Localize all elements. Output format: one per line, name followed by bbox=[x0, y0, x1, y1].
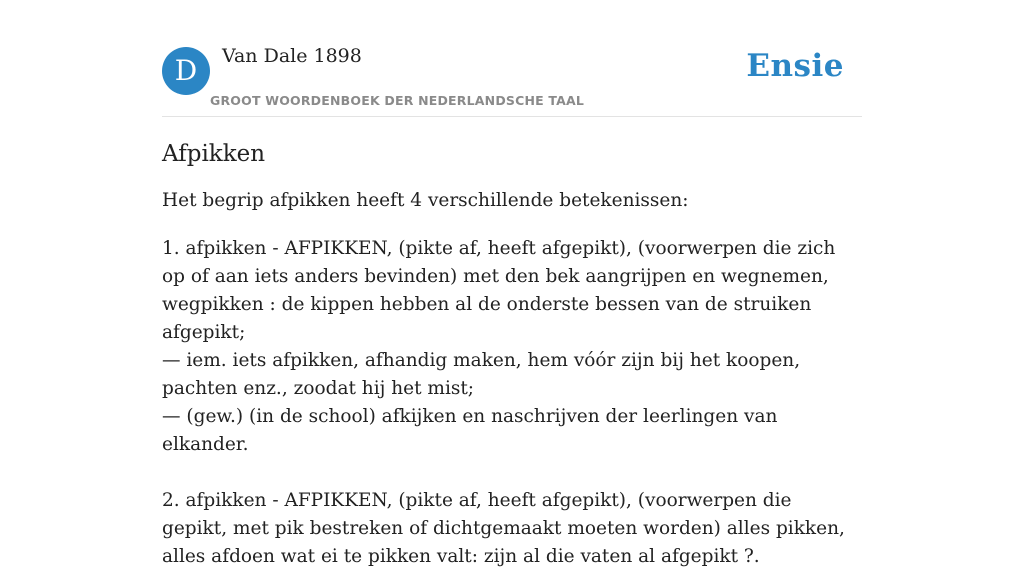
entry-title: Afpikken bbox=[162, 141, 266, 167]
entry-intro: Het begrip afpikken heeft 4 verschillende betekenissen: bbox=[162, 190, 689, 211]
meaning-1-main: 1. afpikken - AFPIKKEN, (pikte af, heeft afgepikt), (voorwerpen die zich op of aan iets anders bevinden) met den bek aangrijpen en wegnemen, wegpikken : de kippen hebben al de onderste bessen van de struiken afgepikt; bbox=[162, 238, 836, 343]
source-header bbox=[162, 0, 862, 117]
source-subtitle: GROOT WOORDENBOEK DER NEDERLANDSCHE TAAL bbox=[210, 93, 585, 108]
meaning-2-main: 2. afpikken - AFPIKKEN, (pikte af, heeft afgepikt), (voorwerpen die gepikt, met pik bestreken of dichtgemaakt moeten worden) alles pikken, alles afdoen wat ei te pikken valt: zijn al die vaten al afgepikt ?. bbox=[162, 490, 845, 567]
meaning-1 bbox=[162, 235, 862, 459]
meaning-1-sub-1: — iem. iets afpikken, afhandig maken, hem vóór zijn bij het koopen, pachten enz., zoodat hij het mist; bbox=[162, 350, 801, 399]
meaning-1-sub-2: — (gew.) (in de school) afkijken en naschrijven der leerlingen van elkander. bbox=[162, 406, 778, 455]
meaning-2 bbox=[162, 487, 862, 571]
page-container bbox=[162, 0, 862, 571]
ensie-logo[interactable]: Ensie bbox=[746, 48, 844, 84]
source-avatar[interactable]: D bbox=[162, 47, 210, 95]
source-title[interactable]: Van Dale 1898 bbox=[222, 45, 362, 67]
